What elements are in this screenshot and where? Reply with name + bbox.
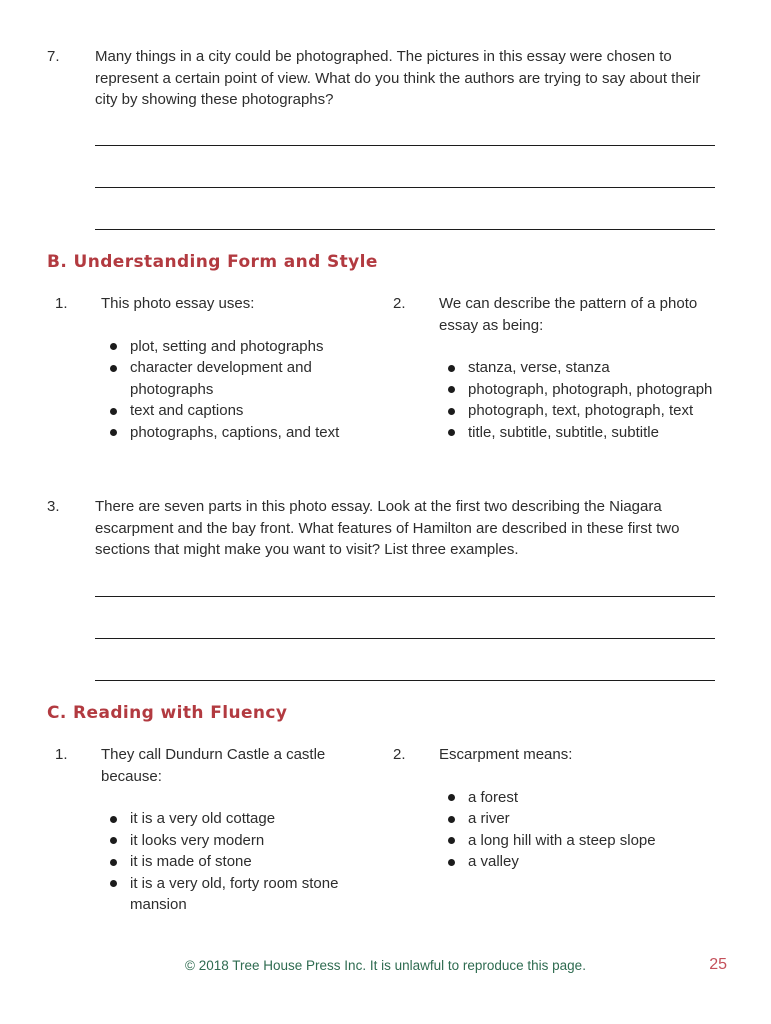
section-b-heading: B. Understanding Form and Style [47,252,378,272]
copyright-notice: © 2018 Tree House Press Inc. It is unlawful to reproduce this page. [185,958,586,973]
question-b1-text: This photo essay uses: [101,295,255,312]
question-c1-number: 1. [55,746,68,763]
option-item: photographs, captions, and text [101,422,390,444]
option-item: character development and photographs [101,357,390,400]
question-b1-options [101,336,390,444]
page-number: 25 [709,956,727,973]
question-c2-number: 2. [393,746,406,763]
question-7-answer-lines [95,104,715,230]
option-item: it looks very modern [101,830,390,852]
question-c2-options [439,787,730,873]
answer-line [95,104,715,146]
question-b1-number: 1. [55,295,68,312]
question-c2-text: Escarpment means: [439,746,573,763]
answer-line [95,555,715,597]
question-c2 [393,744,730,873]
question-c1-text: They call Dundurn Castle a castle because: [101,746,326,785]
option-item: a long hill with a steep slope [439,830,730,852]
question-b2-number: 2. [393,295,406,312]
option-item: text and captions [101,400,390,422]
answer-line [95,188,715,230]
option-item: title, subtitle, subtitle, subtitle [439,422,730,444]
option-item: photograph, text, photograph, text [439,400,730,422]
option-item: a valley [439,851,730,873]
question-c1-options [101,808,390,916]
question-7 [47,46,715,111]
question-b2-text: We can describe the pattern of a photo essay as being: [439,295,698,334]
question-b2 [393,293,730,443]
question-b3-text: There are seven parts in this photo essay. Look at the first two describing the Niagara escarpment and the bay front. What features of Hamilton are described in these first two sections that might make you want to visit? List three examples. [95,498,680,558]
option-item: stanza, verse, stanza [439,357,730,379]
question-b3 [47,496,715,561]
option-item: a river [439,808,730,830]
answer-line [95,639,715,681]
option-item: a forest [439,787,730,809]
option-item: photograph, photograph, photograph [439,379,730,401]
section-c-heading: C. Reading with Fluency [47,703,288,723]
answer-line [95,597,715,639]
question-b3-answer-lines [95,555,715,681]
option-item: it is a very old cottage [101,808,390,830]
question-b3-number: 3. [47,498,60,515]
answer-line [95,146,715,188]
option-item: plot, setting and photographs [101,336,390,358]
question-b1 [55,293,390,443]
question-7-text: Many things in a city could be photographed. The pictures in this essay were chosen to represent a certain point of view. What do you think the authors are trying to say about their city by showing these photographs? [95,48,701,108]
question-7-number: 7. [47,48,60,65]
option-item: it is made of stone [101,851,390,873]
question-b2-options [439,357,730,443]
option-item: it is a very old, forty room stone mansion [101,873,390,916]
question-c1 [55,744,390,916]
